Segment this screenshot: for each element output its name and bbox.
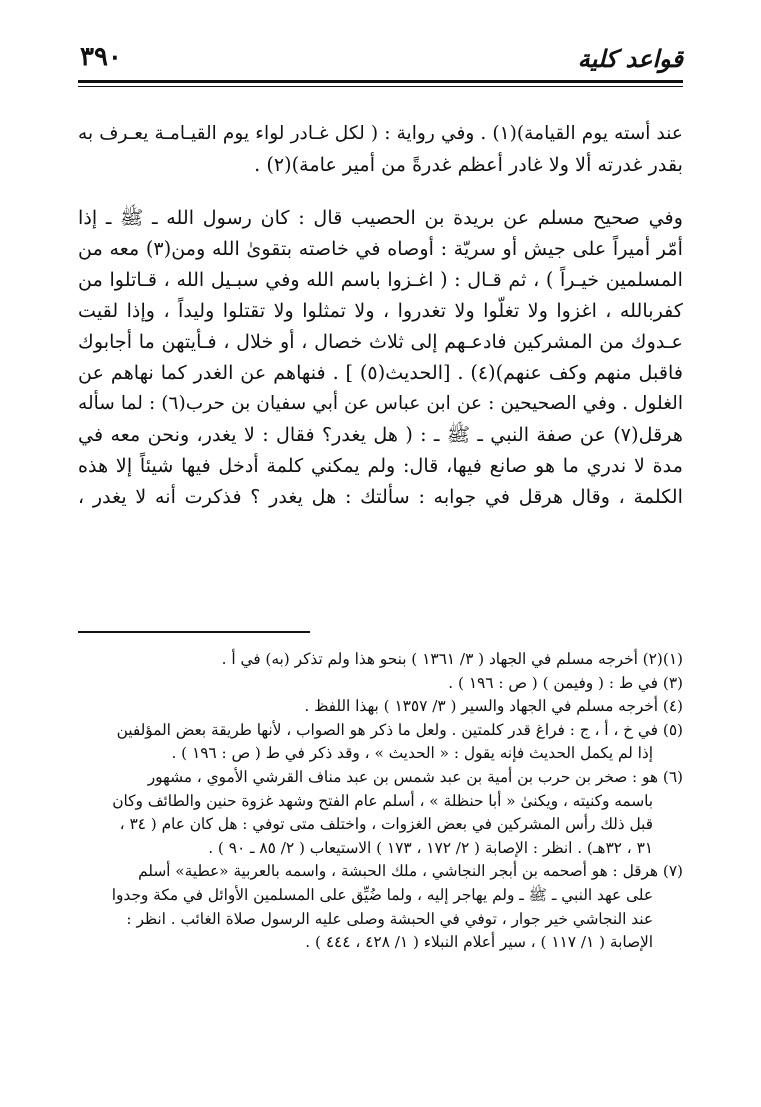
footnote-line: إذا لم يكمل الحديث فإنه يقول : « الحديث » ، وقد ذكر في ط ( ص : ١٩٦ ) . bbox=[171, 744, 653, 763]
footnotes bbox=[78, 648, 683, 955]
footnote-line: (٥) في خ ، أ ، ج : فراغ قدر كلمتين . ولعل ما ذكر هو الصواب ، لأنها طريقة بعض المؤلفين bbox=[116, 720, 683, 739]
page-header bbox=[80, 42, 683, 74]
footnote-4 bbox=[78, 695, 683, 719]
footnote-line: (٦) هو : صخر بن حرب بن أمية بن عبد شمس بن عبد مناف القرشي الأموي ، مشهور bbox=[147, 767, 683, 786]
text-line: وفي صحيح مسلم عن بريدة بن الحصيب قال : كان رسول الله ـ ﷺ ـ إذا bbox=[78, 206, 683, 229]
paragraph-2 bbox=[78, 202, 683, 512]
text-line: الغلول . وفي الصحيحين : عن ابن عباس عن أبي سفيان بن حرب(٦) : لما سأله bbox=[78, 393, 683, 414]
paragraph-1 bbox=[78, 118, 683, 180]
text-line: كفربالله ، اغزوا ولا تغلّوا ولا تغدروا ، ولا تمثلوا ولا تقتلوا وليداً ، وإذا لقيت bbox=[78, 299, 683, 322]
header-rule-thick bbox=[78, 80, 683, 83]
footnote-line: الإصابة ( ١/ ١١٧ ) ، سير أعلام النبلاء ( ١/ ٤٢٨ ، ٤٤٤ ) . bbox=[305, 933, 653, 952]
page-number: ٣٩٠ bbox=[80, 42, 122, 72]
footnote-line: باسمه وكنيته ، ويكنىٰ « أبا حنظلة » ، أسلم عام الفتح وشهد غزوة حنين والطائف وكان bbox=[112, 791, 653, 810]
text-line: أمّر أميراً على جيش أو سريّة : أوصاه في خاصته بتقوىٰ الله ومن(٣) معه من bbox=[78, 237, 683, 260]
footnote-line: على عهد النبي ـ ﷺ ـ ولم يهاجر إليه ، ولما ضُيِّق على المسلمين الأوائل في مكة وجدوا bbox=[111, 885, 653, 904]
text-line: بقدر غدرته ألا ولا غادر أعظم غدرةً من أمير عامة)(٢) . bbox=[254, 153, 683, 176]
text-line: مدة لا ندري ما هو صانع فيها، قال: ولم يمكني كلمة أدخل فيها شيئاً إلا هذه bbox=[78, 454, 683, 477]
text-line: عند أسته يوم القيامة)(١) . وفي رواية : ( لكل غـادر لواء يوم القيـامـة يعـرف به bbox=[78, 123, 683, 144]
footnote-line: (٤) أخرجه مسلم في الجهاد والسير ( ٣/ ١٣٥٧ ) بهذا اللفظ . bbox=[304, 697, 683, 716]
text-line: هرقل(٧) عن صفة النبي ـ ﷺ ـ : ( هل يغدر؟ فقال : لا يغدر، ونحن معه في bbox=[78, 423, 683, 446]
footnote-5 bbox=[78, 719, 683, 766]
text-line: عـدوك من المشركين فادعـهم إلى ثلاث خصال ، أو خلال ، فـأيتهن ما أجابوك bbox=[78, 330, 683, 353]
footnote-line: (٣) في ط : ( وفيمن ) ( ص : ١٩٦ ) . bbox=[448, 673, 683, 692]
footnote-1-2 bbox=[78, 648, 683, 672]
footnote-7 bbox=[78, 860, 683, 954]
footnote-line: ٣١ ، ٣٢هـ) . انظر : الإصابة ( ٢/ ١٧٢ ، ١٧٣ ) الاستيعاب ( ٢/ ٨٥ ـ ٩٠ ) . bbox=[208, 838, 653, 857]
header-rule-thin bbox=[78, 86, 683, 87]
footnote-line: عند النجاشي خير جوار ، توفي في الحبشة وصلى عليه الرسول صلاة الغائب . انظر : bbox=[126, 909, 653, 928]
footnote-line: (١)(٢) أخرجه مسلم في الجهاد ( ٣/ ١٣٦١ ) بنحو هذا ولم تذكر (به) في أ . bbox=[221, 650, 683, 668]
text-line: فاقبل منهم وكف عنهم)(٤) . [الحديث(٥) ] . فنهاهم عن الغدر كما نهاهم عن bbox=[78, 361, 684, 384]
footnote-6 bbox=[78, 766, 683, 860]
footnote-line: (٧) هرقل : هو أصحمه بن أبجر النجاشي ، ملك الحبشة ، واسمه بالعربية «عطية» أسلم bbox=[138, 862, 683, 881]
running-title: قواعد كلية bbox=[577, 44, 683, 73]
footnote-3 bbox=[78, 672, 683, 696]
text-line: المسلمين خيـراً ) ، ثم قـال : ( اغـزوا باسم الله وفي سبـيل الله ، قـاتلوا من bbox=[78, 268, 683, 291]
text-line: الكلمة ، وقال هرقل في جوابه : سألتك : هل يغدر ؟ فذكرت أنه لا يغدر ، bbox=[78, 485, 683, 508]
footnote-line: قبل ذلك رأس المشركين في بعض الغزوات ، واختلف متى توفي : هل كان عام ( ٣٤ ، bbox=[119, 815, 653, 834]
main-text bbox=[78, 118, 683, 512]
